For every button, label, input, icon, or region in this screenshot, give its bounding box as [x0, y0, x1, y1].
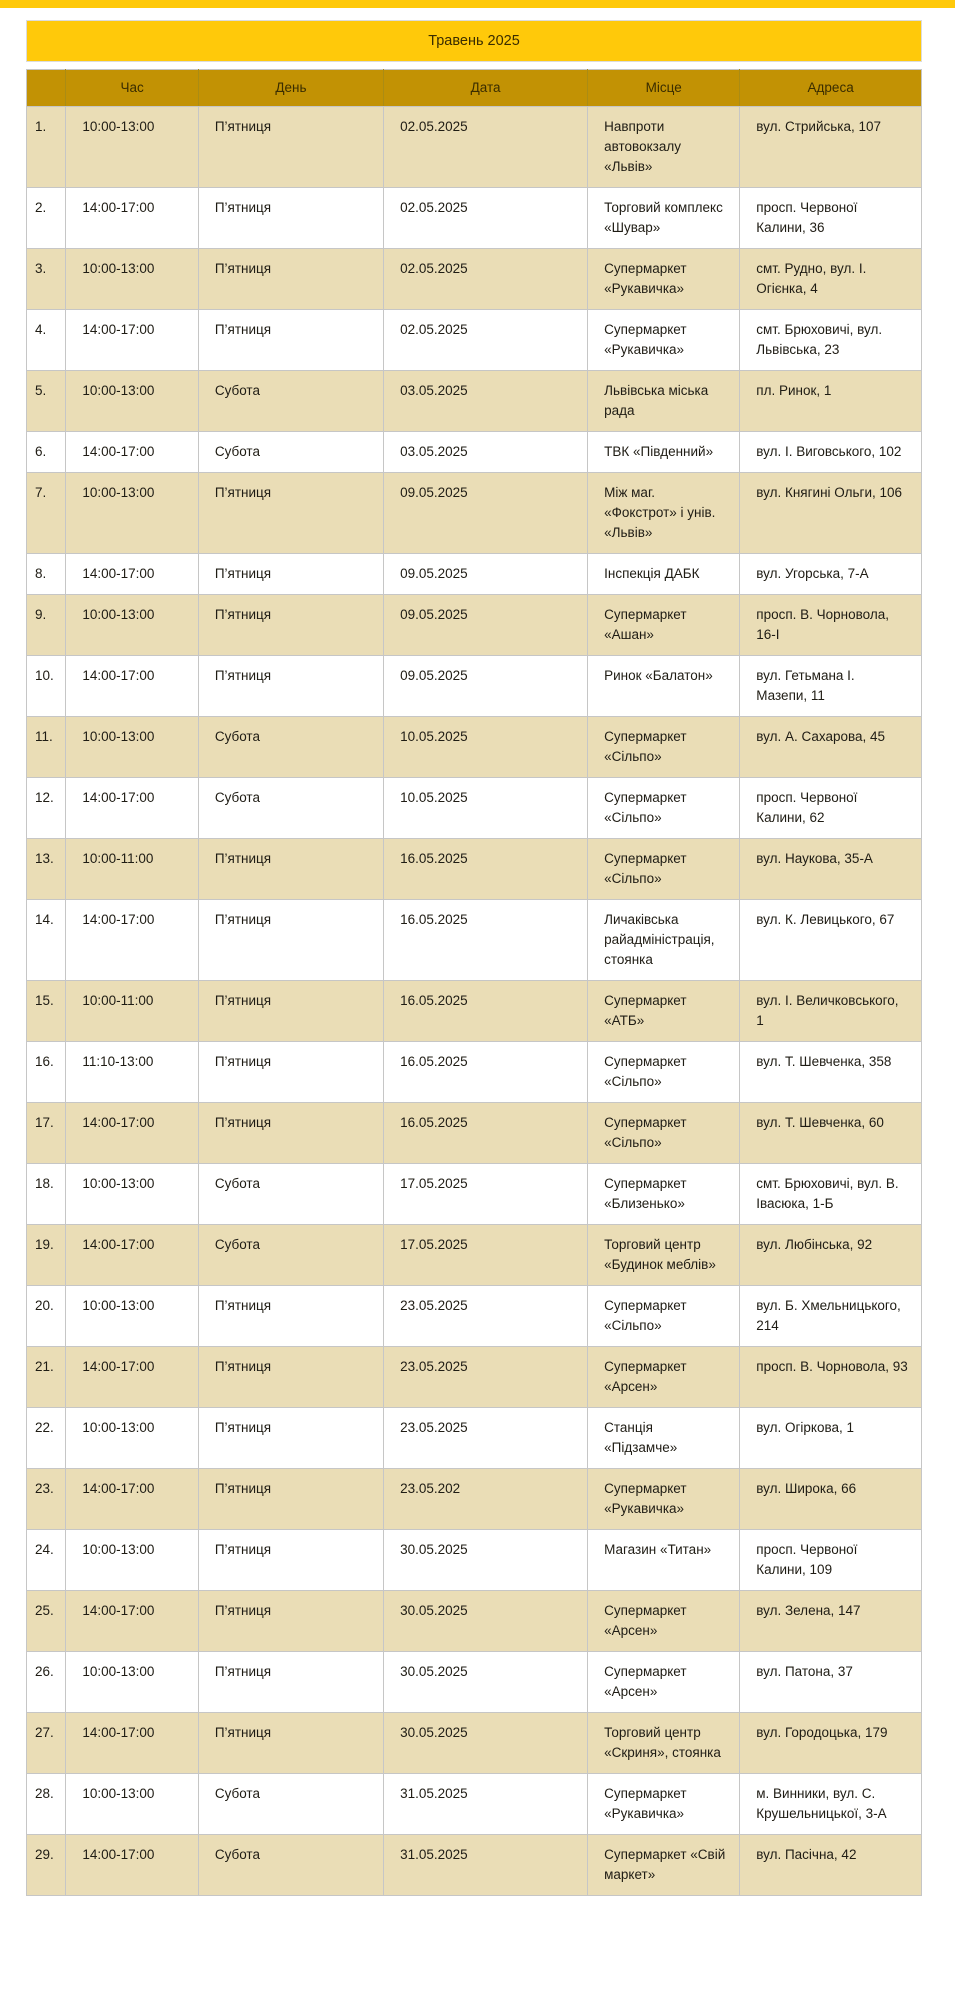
cell-date: 03.05.2025	[384, 371, 588, 432]
cell-address: вул. Наукова, 35-А	[740, 839, 922, 900]
cell-day: П’ятниця	[198, 1469, 383, 1530]
cell-address: просп. Червоної Калини, 36	[740, 188, 922, 249]
cell-date: 17.05.2025	[384, 1164, 588, 1225]
cell-address: вул. І. Величковського, 1	[740, 981, 922, 1042]
cell-address: вул. Б. Хмельницького, 214	[740, 1286, 922, 1347]
cell-place: Торговий комплекс «Шувар»	[588, 188, 740, 249]
cell-time: 10:00-13:00	[66, 473, 198, 554]
cell-address: смт. Брюховичі, вул. Львівська, 23	[740, 310, 922, 371]
cell-day: Субота	[198, 778, 383, 839]
cell-place: Супермаркет «Ашан»	[588, 595, 740, 656]
cell-address: вул. Широка, 66	[740, 1469, 922, 1530]
cell-time: 14:00-17:00	[66, 1713, 198, 1774]
cell-row-number: 9.	[27, 595, 66, 656]
cell-day: П’ятниця	[198, 839, 383, 900]
cell-day: П’ятниця	[198, 188, 383, 249]
cell-place: Супермаркет «Сільпо»	[588, 778, 740, 839]
cell-time: 10:00-13:00	[66, 1530, 198, 1591]
cell-day: П’ятниця	[198, 107, 383, 188]
cell-place: Станція «Підзамче»	[588, 1408, 740, 1469]
cell-date: 02.05.2025	[384, 107, 588, 188]
cell-time: 14:00-17:00	[66, 188, 198, 249]
cell-place: Супермаркет «Арсен»	[588, 1347, 740, 1408]
cell-row-number: 25.	[27, 1591, 66, 1652]
cell-place: Між маг. «Фокстрот» і унів. «Львів»	[588, 473, 740, 554]
table-header	[27, 70, 922, 107]
cell-address: пл. Ринок, 1	[740, 371, 922, 432]
cell-date: 31.05.2025	[384, 1835, 588, 1896]
cell-time: 10:00-13:00	[66, 371, 198, 432]
cell-place: Супермаркет «Сільпо»	[588, 1103, 740, 1164]
cell-day: Субота	[198, 1835, 383, 1896]
cell-place: Супермаркет «Рукавичка»	[588, 1469, 740, 1530]
column-header-day: День	[198, 70, 383, 107]
cell-date: 30.05.2025	[384, 1530, 588, 1591]
table-row	[27, 1530, 922, 1591]
cell-address: просп. Червоної Калини, 109	[740, 1530, 922, 1591]
cell-address: вул. І. Виговського, 102	[740, 432, 922, 473]
cell-place: Магазин «Титан»	[588, 1530, 740, 1591]
cell-day: Субота	[198, 1774, 383, 1835]
cell-time: 10:00-13:00	[66, 595, 198, 656]
cell-time: 14:00-17:00	[66, 554, 198, 595]
cell-address: смт. Рудно, вул. І. Огієнка, 4	[740, 249, 922, 310]
column-header-date: Дата	[384, 70, 588, 107]
cell-place: Супермаркет «Сільпо»	[588, 839, 740, 900]
table-row	[27, 981, 922, 1042]
table-row	[27, 310, 922, 371]
cell-date: 16.05.2025	[384, 1042, 588, 1103]
cell-row-number: 28.	[27, 1774, 66, 1835]
cell-date: 09.05.2025	[384, 473, 588, 554]
table-row	[27, 656, 922, 717]
cell-date: 30.05.2025	[384, 1591, 588, 1652]
cell-date: 31.05.2025	[384, 1774, 588, 1835]
table-row	[27, 473, 922, 554]
cell-date: 10.05.2025	[384, 778, 588, 839]
cell-row-number: 18.	[27, 1164, 66, 1225]
cell-date: 02.05.2025	[384, 310, 588, 371]
cell-time: 14:00-17:00	[66, 310, 198, 371]
column-header-place: Місце	[588, 70, 740, 107]
cell-row-number: 23.	[27, 1469, 66, 1530]
cell-address: вул. Т. Шевченка, 60	[740, 1103, 922, 1164]
cell-time: 14:00-17:00	[66, 1225, 198, 1286]
cell-place: Супермаркет «Рукавичка»	[588, 249, 740, 310]
cell-row-number: 8.	[27, 554, 66, 595]
cell-row-number: 11.	[27, 717, 66, 778]
cell-row-number: 15.	[27, 981, 66, 1042]
table-row	[27, 1774, 922, 1835]
cell-day: П’ятниця	[198, 656, 383, 717]
table-row	[27, 107, 922, 188]
cell-day: Субота	[198, 1164, 383, 1225]
cell-day: П’ятниця	[198, 310, 383, 371]
cell-date: 16.05.2025	[384, 839, 588, 900]
cell-time: 14:00-17:00	[66, 1835, 198, 1896]
cell-place: ТВК «Південний»	[588, 432, 740, 473]
cell-time: 14:00-17:00	[66, 1103, 198, 1164]
cell-row-number: 13.	[27, 839, 66, 900]
table-row	[27, 1469, 922, 1530]
schedule-table	[26, 69, 922, 1896]
cell-row-number: 4.	[27, 310, 66, 371]
cell-place: Супермаркет «Свій маркет»	[588, 1835, 740, 1896]
cell-time: 10:00-13:00	[66, 249, 198, 310]
cell-time: 14:00-17:00	[66, 1347, 198, 1408]
cell-row-number: 10.	[27, 656, 66, 717]
cell-time: 10:00-13:00	[66, 1164, 198, 1225]
cell-day: Субота	[198, 432, 383, 473]
cell-place: Супермаркет «Близенько»	[588, 1164, 740, 1225]
cell-row-number: 14.	[27, 900, 66, 981]
cell-day: П’ятниця	[198, 554, 383, 595]
cell-row-number: 22.	[27, 1408, 66, 1469]
cell-date: 03.05.2025	[384, 432, 588, 473]
cell-place: Супермаркет «Рукавичка»	[588, 1774, 740, 1835]
cell-address: смт. Брюховичі, вул. В. Івасюка, 1-Б	[740, 1164, 922, 1225]
cell-day: Субота	[198, 1225, 383, 1286]
cell-address: вул. Угорська, 7-А	[740, 554, 922, 595]
cell-address: вул. Т. Шевченка, 358	[740, 1042, 922, 1103]
cell-time: 10:00-13:00	[66, 1408, 198, 1469]
cell-day: Субота	[198, 371, 383, 432]
cell-time: 10:00-13:00	[66, 107, 198, 188]
table-row	[27, 1652, 922, 1713]
cell-address: вул. А. Сахарова, 45	[740, 717, 922, 778]
cell-place: Супермаркет «Сільпо»	[588, 1042, 740, 1103]
cell-row-number: 12.	[27, 778, 66, 839]
cell-row-number: 1.	[27, 107, 66, 188]
cell-time: 14:00-17:00	[66, 778, 198, 839]
cell-row-number: 24.	[27, 1530, 66, 1591]
table-row	[27, 595, 922, 656]
cell-address: вул. Зелена, 147	[740, 1591, 922, 1652]
cell-time: 11:10-13:00	[66, 1042, 198, 1103]
table-row	[27, 1408, 922, 1469]
cell-row-number: 21.	[27, 1347, 66, 1408]
cell-address: м. Винники, вул. С. Крушельницької, 3-А	[740, 1774, 922, 1835]
table-row	[27, 778, 922, 839]
cell-address: вул. Городоцька, 179	[740, 1713, 922, 1774]
cell-time: 14:00-17:00	[66, 900, 198, 981]
cell-place: Торговий центр «Скриня», стоянка	[588, 1713, 740, 1774]
cell-row-number: 2.	[27, 188, 66, 249]
cell-time: 10:00-13:00	[66, 717, 198, 778]
cell-day: П’ятниця	[198, 1347, 383, 1408]
cell-address: вул. Стрийська, 107	[740, 107, 922, 188]
table-title: Травень 2025	[26, 20, 922, 62]
cell-place: Супермаркет «Рукавичка»	[588, 310, 740, 371]
cell-time: 10:00-11:00	[66, 839, 198, 900]
table-row	[27, 839, 922, 900]
table-row	[27, 1103, 922, 1164]
cell-day: П’ятниця	[198, 1042, 383, 1103]
cell-date: 23.05.2025	[384, 1408, 588, 1469]
table-row	[27, 1347, 922, 1408]
column-header-time: Час	[66, 70, 198, 107]
cell-day: П’ятниця	[198, 1103, 383, 1164]
cell-row-number: 17.	[27, 1103, 66, 1164]
cell-date: 02.05.2025	[384, 188, 588, 249]
cell-row-number: 6.	[27, 432, 66, 473]
schedule-table-body	[27, 107, 922, 1896]
cell-date: 16.05.2025	[384, 981, 588, 1042]
table-row	[27, 1591, 922, 1652]
cell-place: Супермаркет «Арсен»	[588, 1652, 740, 1713]
cell-address: вул. Огіркова, 1	[740, 1408, 922, 1469]
cell-row-number: 5.	[27, 371, 66, 432]
cell-time: 10:00-13:00	[66, 1652, 198, 1713]
table-row	[27, 554, 922, 595]
cell-date: 23.05.2025	[384, 1347, 588, 1408]
table-row	[27, 1164, 922, 1225]
cell-time: 10:00-11:00	[66, 981, 198, 1042]
column-header-number	[27, 70, 66, 107]
cell-day: П’ятниця	[198, 1530, 383, 1591]
table-row	[27, 188, 922, 249]
cell-row-number: 20.	[27, 1286, 66, 1347]
cell-date: 16.05.2025	[384, 900, 588, 981]
cell-row-number: 7.	[27, 473, 66, 554]
cell-time: 14:00-17:00	[66, 656, 198, 717]
cell-date: 23.05.202	[384, 1469, 588, 1530]
cell-address: вул. К. Левицького, 67	[740, 900, 922, 981]
cell-address: вул. Пасічна, 42	[740, 1835, 922, 1896]
table-row	[27, 1713, 922, 1774]
cell-day: П’ятниця	[198, 1713, 383, 1774]
column-header-address: Адреса	[740, 70, 922, 107]
cell-time: 10:00-13:00	[66, 1774, 198, 1835]
cell-time: 10:00-13:00	[66, 1286, 198, 1347]
cell-date: 09.05.2025	[384, 656, 588, 717]
table-row	[27, 1225, 922, 1286]
cell-place: Супермаркет «АТБ»	[588, 981, 740, 1042]
cell-time: 14:00-17:00	[66, 432, 198, 473]
cell-day: П’ятниця	[198, 1286, 383, 1347]
top-accent-strip	[0, 0, 955, 8]
cell-date: 09.05.2025	[384, 595, 588, 656]
cell-time: 14:00-17:00	[66, 1591, 198, 1652]
cell-date: 30.05.2025	[384, 1713, 588, 1774]
cell-address: просп. В. Чорновола, 16-І	[740, 595, 922, 656]
table-row	[27, 900, 922, 981]
cell-date: 16.05.2025	[384, 1103, 588, 1164]
cell-day: П’ятниця	[198, 473, 383, 554]
cell-address: вул. Княгині Ольги, 106	[740, 473, 922, 554]
header-row	[27, 70, 922, 107]
cell-address: просп. Червоної Калини, 62	[740, 778, 922, 839]
cell-date: 23.05.2025	[384, 1286, 588, 1347]
cell-day: П’ятниця	[198, 1408, 383, 1469]
table-row	[27, 371, 922, 432]
cell-day: П’ятниця	[198, 1591, 383, 1652]
table-row	[27, 717, 922, 778]
cell-row-number: 27.	[27, 1713, 66, 1774]
cell-address: просп. В. Чорновола, 93	[740, 1347, 922, 1408]
cell-place: Навпроти автовокзалу «Львів»	[588, 107, 740, 188]
cell-address: вул. Любінська, 92	[740, 1225, 922, 1286]
cell-date: 10.05.2025	[384, 717, 588, 778]
cell-place: Личаківська райадміністрація, стоянка	[588, 900, 740, 981]
cell-row-number: 19.	[27, 1225, 66, 1286]
cell-place: Торговий центр «Будинок меблів»	[588, 1225, 740, 1286]
cell-place: Інспекція ДАБК	[588, 554, 740, 595]
table-row	[27, 1286, 922, 1347]
table-row	[27, 1835, 922, 1896]
cell-place: Львівська міська рада	[588, 371, 740, 432]
cell-day: П’ятниця	[198, 900, 383, 981]
cell-day: П’ятниця	[198, 249, 383, 310]
cell-day: П’ятниця	[198, 1652, 383, 1713]
cell-day: П’ятниця	[198, 595, 383, 656]
cell-row-number: 16.	[27, 1042, 66, 1103]
cell-place: Ринок «Балатон»	[588, 656, 740, 717]
cell-place: Супермаркет «Арсен»	[588, 1591, 740, 1652]
cell-row-number: 26.	[27, 1652, 66, 1713]
cell-address: вул. Патона, 37	[740, 1652, 922, 1713]
cell-place: Супермаркет «Сільпо»	[588, 1286, 740, 1347]
cell-date: 30.05.2025	[384, 1652, 588, 1713]
cell-row-number: 29.	[27, 1835, 66, 1896]
schedule-document	[26, 20, 922, 1896]
cell-date: 09.05.2025	[384, 554, 588, 595]
cell-place: Супермаркет «Сільпо»	[588, 717, 740, 778]
table-row	[27, 249, 922, 310]
cell-date: 02.05.2025	[384, 249, 588, 310]
cell-day: Субота	[198, 717, 383, 778]
cell-date: 17.05.2025	[384, 1225, 588, 1286]
cell-time: 14:00-17:00	[66, 1469, 198, 1530]
cell-row-number: 3.	[27, 249, 66, 310]
cell-address: вул. Гетьмана І. Мазепи, 11	[740, 656, 922, 717]
table-row	[27, 1042, 922, 1103]
cell-day: П’ятниця	[198, 981, 383, 1042]
table-row	[27, 432, 922, 473]
